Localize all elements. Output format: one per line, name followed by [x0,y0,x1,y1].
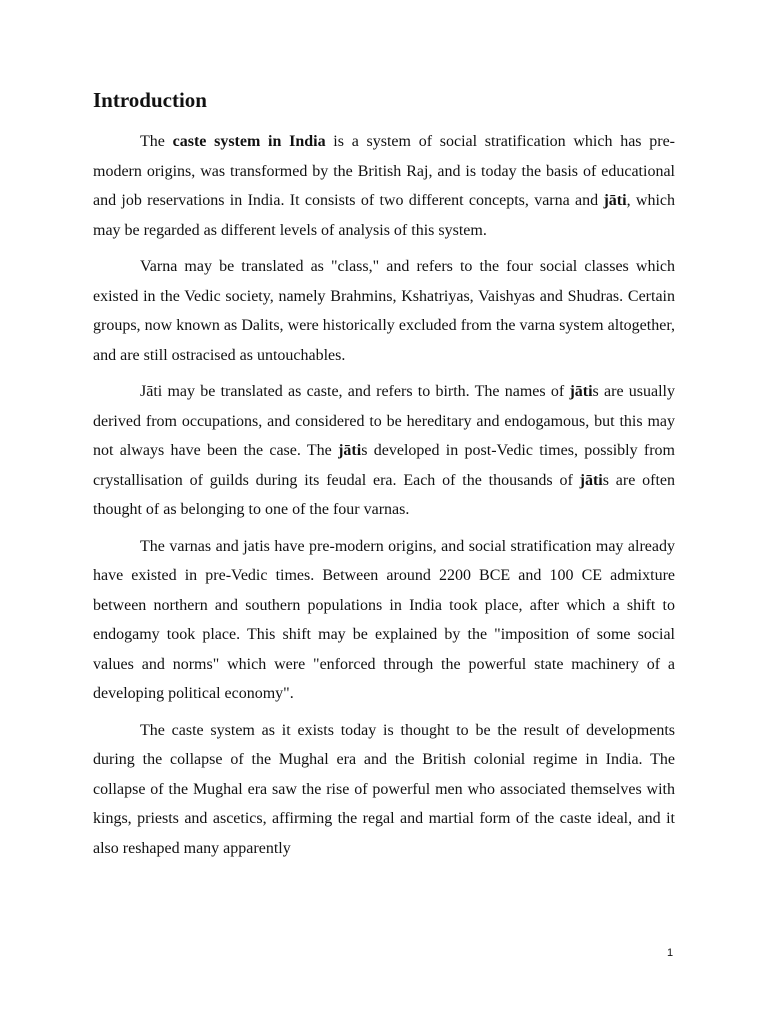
paragraph [93,252,675,370]
paragraph-text: Jāti may be translated as caste, and refers to birth. The names of [140,383,570,400]
bold-term: caste system in India [172,133,326,150]
paragraph-text: s are often thought of as belonging to one of the four varnas. [93,471,676,518]
paragraph-text: The varnas and jatis have pre-modern origins, and social stratification may already have existed in pre-Vedic times. Between around 2200 BCE and 100 CE admixture between northern and southern populations in India took place, after which a shift to endogamy took place. This shift may be explained by the "imposition of some social values and norms" which were "enforced through the powerful state machinery of a developing political economy". [93,537,675,702]
paragraph [93,377,675,525]
paragraph-text: is a system of social stratification which has pre-modern origins, was transformed by the British Raj, and is today the basis of educational and job reservations in India. It consists of two different concepts, varna and [93,133,676,209]
page-number: 1 [666,947,674,959]
paragraph-text: s developed in post-Vedic times, possibly from crystallisation of guilds during its feudal era. Each of the thousands of [93,442,675,489]
bold-term: jāti [338,442,362,459]
document-body [93,127,675,870]
section-heading: Introduction [93,88,207,112]
paragraph [93,127,675,245]
paragraph-text: The caste system as it exists today is thought to be the result of developments during the collapse of the Mughal era and the British colonial regime in India. The collapse of the Mughal era saw the rise of powerful men who associated themselves with kings, priests and ascetics, affirming the regal and martial form of the caste ideal, and it also reshaped many apparently [93,721,675,857]
bold-term: jāti [603,192,627,209]
paragraph-text: The [140,133,173,150]
bold-term: jāti [569,383,593,400]
paragraph [93,532,675,709]
paragraph [93,716,675,864]
paragraph-text: , which may be regarded as different levels of analysis of this system. [93,192,675,239]
paragraph-text: s are usually derived from occupations, and considered to be hereditary and endogamous, but this may not always have been the case. The [93,383,675,459]
paragraph-text: Varna may be translated as "class," and refers to the four social classes which existed in the Vedic society, namely Brahmins, Kshatriyas, Vaishyas and Shudras. Certain groups, now known as Dalits, were historically excluded from the varna system altogether, and are still ostracised as untouchables. [93,258,675,364]
bold-term: jāti [579,471,603,489]
